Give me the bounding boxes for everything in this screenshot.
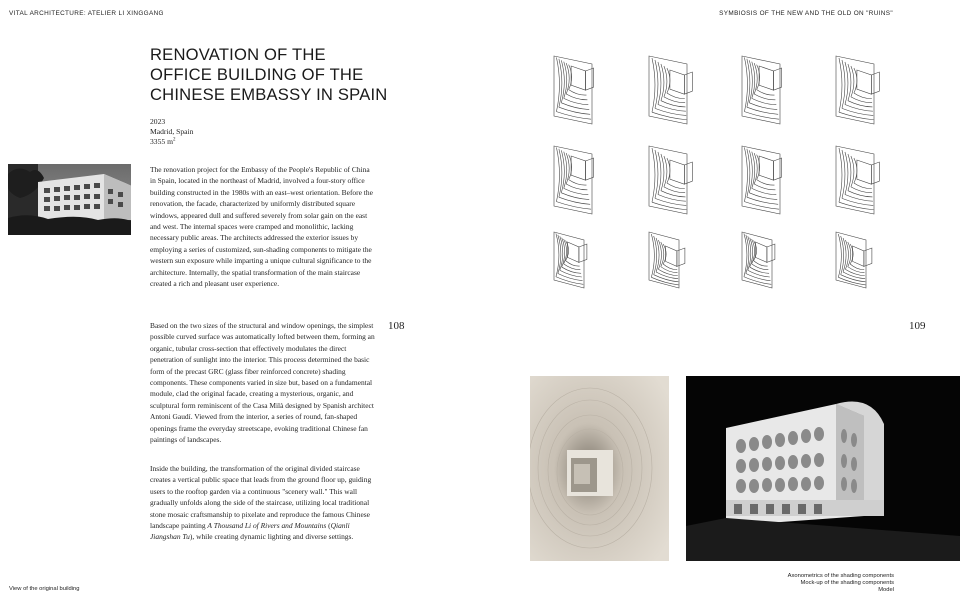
page-number-right: 109 xyxy=(909,320,926,332)
paragraph-3-text-a: Inside the building, the transformation of the original divided staircase creates a vertical public space that leads from the ground floor up, guiding users to the rooftop garden via a continuous "scenery wall." This wall gradually unfolds along the side of the staircase, utilizing local traditional stone mosaic craftsmanship to pixelate and reproduce the famous Chinese landscape painting xyxy=(150,464,372,531)
project-area xyxy=(150,137,350,147)
paragraph-3-text-b: ( xyxy=(326,521,331,531)
body-paragraph-2: Based on the two sizes of the structural and window openings, the simplest possible curved surface was automatically lofted between them, forming an organic, tubular cross-section that effectively modulates the direct penetration of sunlight into the interior. This process determined the basic form of the precast GRC (glass fiber reinforced concrete) shading components. These components varied in size but, based on a fundamental module, clad the original facade, creating a mysterious, organic, and sculptural form reminiscent of the Casa Milà designed by Spanish architect Antoni Gaudí. Viewed from the interior, a series of round, fan-shaped openings frame the everyday streetscape, evoking traditional Chinese fan paintings of landscapes. xyxy=(150,321,375,445)
axonometric-diagram xyxy=(550,140,620,220)
painting-chinese-title: Qianli Jiangshan Tu xyxy=(150,521,350,542)
body-paragraph-1: The renovation project for the Embassy of the People's Republic of China in Spain, located in the northeast of Madrid, involved a four-story office building constructed in the 1980s with an east–west orientation. Before the renovation, the facade, characterized by uniformly distributed square windows, appeared dull and suffered severely from solar gain on the east and west. The internal spaces were cramped and monolithic, lacking necessary public areas. The architects addressed the exterior issues by employing a series of customized, sun-shading components to mitigate the western sun exposure while imparting a unique cultural significance to the architecture. Internally, the spatial transformation of the main staircase created a rich and pleasant user experience. xyxy=(150,165,373,289)
axonometric-diagram xyxy=(738,50,808,130)
axonometric-diagram xyxy=(645,140,715,220)
axonometric-diagram xyxy=(645,50,715,130)
running-head-left: VITAL ARCHITECTURE: ATELIER LI XINGGANG xyxy=(9,10,164,17)
axonometric-diagram xyxy=(645,226,715,306)
axonometric-diagram xyxy=(832,140,902,220)
axonometric-diagram xyxy=(550,226,620,306)
axonometric-diagram xyxy=(550,50,620,130)
axonometric-diagram xyxy=(738,140,808,220)
project-location: Madrid, Spain xyxy=(150,127,194,136)
axonometric-diagram xyxy=(738,226,808,306)
original-building-photo xyxy=(8,164,131,235)
running-head-right: SYMBIOSIS OF THE NEW AND THE OLD ON "RUINS" xyxy=(719,10,893,17)
caption-original-building: View of the original building xyxy=(9,586,80,592)
body-paragraph-3 xyxy=(150,463,376,543)
caption-mockup: Mock-up of the shading components xyxy=(800,580,894,586)
paragraph-3-text-c: ), while creating dynamic lighting and diverse settings. xyxy=(189,532,354,542)
painting-title: A Thousand Li of Rivers and Mountains xyxy=(207,521,327,531)
project-year: 2023 xyxy=(150,117,166,126)
page-number-left: 108 xyxy=(388,320,405,332)
mockup-photo xyxy=(530,376,669,561)
axonometric-diagrams xyxy=(540,50,900,290)
project-title: RENOVATION OF THE OFFICE BUILDING OF THE CHINESE EMBASSY IN SPAIN xyxy=(150,45,388,104)
model-photo xyxy=(686,376,960,561)
axonometric-diagram xyxy=(832,226,902,306)
axonometric-diagram xyxy=(832,50,902,130)
caption-axonometrics: Axonometrics of the shading components xyxy=(787,573,894,579)
project-area-unit: 2 xyxy=(173,137,176,143)
caption-model: Model xyxy=(878,587,894,593)
project-area-value: 3355 m xyxy=(150,137,173,146)
